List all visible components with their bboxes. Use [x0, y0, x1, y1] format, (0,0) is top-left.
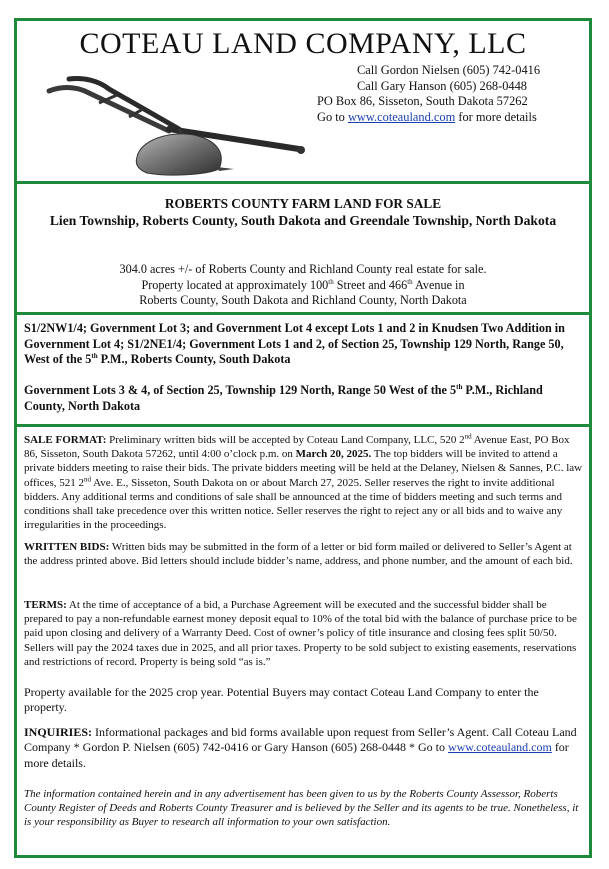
legal-description-box: [14, 315, 592, 427]
listing-title: ROBERTS COUNTY FARM LAND FOR SALE: [164, 196, 442, 211]
contact-gary: Call Gary Hanson (605) 268-0448: [357, 78, 527, 93]
company-name: COTEAU LAND COMPANY, LLC: [79, 27, 527, 60]
crop-year-paragraph: Property available for the 2025 crop year. Potential Buyers may contact Coteau Land Company to enter the property.: [24, 685, 539, 715]
listing-description: 304.0 acres +/- of Roberts County and Richland County real estate for sale. Property located at approximately 100th Street and 466th Avenue in Roberts County, South Dakota and Richland County, North Dakota: [119, 262, 487, 307]
website-link[interactable]: www.coteauland.com: [347, 109, 456, 124]
sale-format-paragraph: SALE FORMAT: Preliminary written bids will be accepted by Coteau Land Company, LLC, 520 2nd Avenue East, PO Box 86, Sisseton, South Dakota 57262, until 4:00 o’clock p.m. on March 20, 2025. The top bidders will be invited to attend a private bidders meeting to raise their bids. The private bidders meeting will be held at the Delaney, Nielsen & Sannes, P.C. law offices, 521 2nd Ave. E., Sisseton, South Dakota on or about March 27, 2025. Seller reserves the right to invite additional bidders. Any additional terms and conditions of sale shall be announced at the time of bidders meeting and such terms and conditions shall take precedence over this written notice. Seller reserves the right to reject any or all bids and to waive any irregularities in the proceedings.: [24, 432, 583, 532]
inquiries-paragraph: INQUIRIES: Informational packages and bid forms available upon request from Seller’s Agent. Call Coteau Land Company * Gordon P. Nielsen (605) 742-0416 or Gary Hanson (605) 268-0448 * Go to www.coteauland.com for more details.: [24, 725, 577, 770]
listing-box: [14, 184, 592, 315]
listing-subtitle: Lien Township, Roberts County, South Dakota and Greendale Township, North Dakota: [49, 213, 557, 228]
header-box: [14, 18, 592, 184]
written-bids-paragraph: WRITTEN BIDS: Written bids may be submitted in the form of a letter or bid form mailed or delivered to Seller’s Agent at the address printed above. Bid letters should include bidder’s name, address, and phone number, and the amount of each bid.: [24, 541, 573, 568]
terms-paragraph: TERMS: At the time of acceptance of a bid, a Purchase Agreement will be executed and the successful bidder shall be prepared to pay a non-refundable earnest money deposit equal to 10% of the total bid with the balance of purchase price to be paid upon closing and delivery of a Warranty Deed. Cost of owner’s policy of title insurance and closing fees split 50/50. Sellers will pay the 2024 taxes due in 2025, and all prior taxes. Property to be sold subject to existing easements, reservations and restrictions of record. Property is being sold “as is.”: [24, 599, 577, 668]
contact-gordon: Call Gordon Nielsen (605) 742-0416: [357, 63, 541, 77]
contact-block: [317, 63, 540, 125]
inquiries-website-link[interactable]: www.coteauland.com: [447, 740, 552, 755]
contact-website-line: Go to www.coteauland.com for more details: [317, 109, 537, 124]
legal-richland: Government Lots 3 & 4, of Section 25, Township 129 North, Range 50 West of the 5th P.M., Richland County, North Dakota: [24, 382, 543, 413]
terms-box: [14, 427, 592, 858]
contact-address: PO Box 86, Sisseton, South Dakota 57262: [317, 94, 528, 108]
legal-roberts: S1/2NW1/4; Government Lot 3; and Government Lot 4 except Lots 1 and 2 in Knudsen Two Addition in Government Lot 4; S1/2NE1/4; Government Lots 1 and 2, of Section 25, Township 129 North, Range 50, West of the 5th P.M., Roberts County, South Dakota: [24, 321, 565, 366]
disclaimer-paragraph: The information contained herein and in any advertisement has been given to us by the Roberts County Assessor, Roberts County Register of Deeds and Roberts County Treasurer and is believed by the Seller and its agents to be true. Nonetheless, it is your responsibility as Buyer to research all information to your own satisfaction.: [24, 788, 579, 829]
plow-icon: [29, 71, 319, 181]
